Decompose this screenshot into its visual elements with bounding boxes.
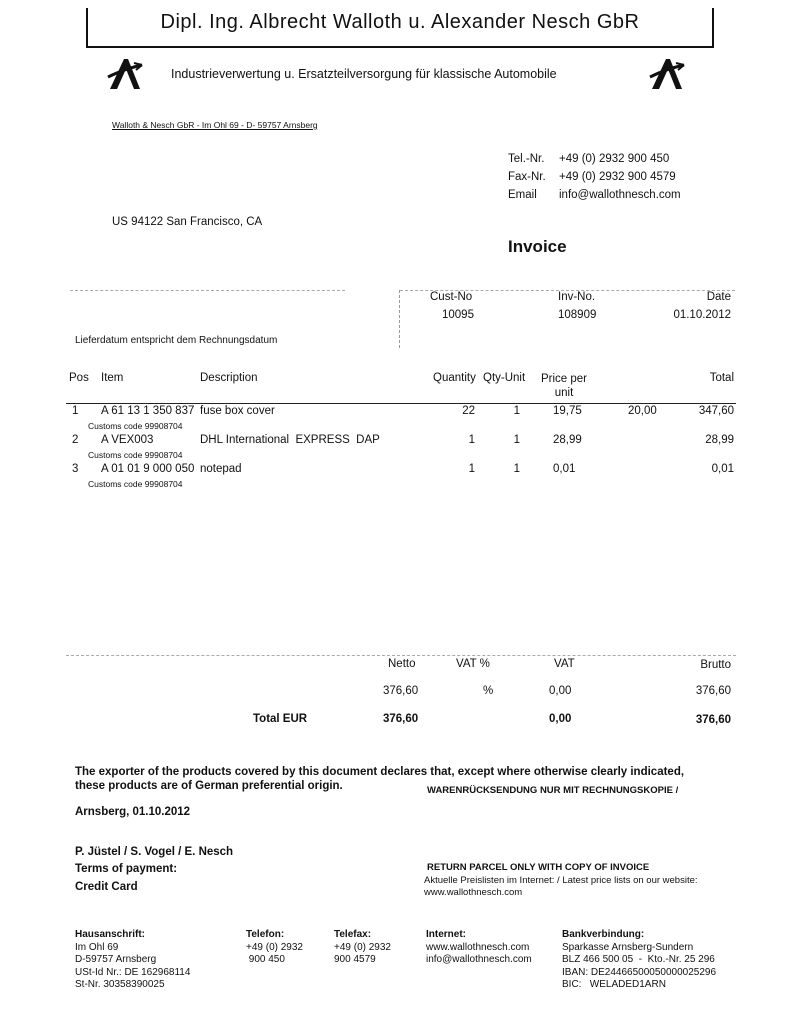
footer-address-line: Im Ohl 69 <box>75 941 119 953</box>
footer-bank-line: Sparkasse Arnsberg-Sundern <box>562 941 694 953</box>
row-qty-unit: 1 <box>513 434 520 446</box>
footer-bank-title: Bankverbindung: <box>562 929 645 940</box>
price-list-website: www.wallothnesch.com <box>424 887 523 898</box>
row-total: 347,60 <box>698 405 734 417</box>
row-description: fuse box cover <box>200 405 275 417</box>
footer-bank-line: BIC: WELADED1ARN <box>562 979 666 990</box>
footer-address-line: D-59757 Arnsberg <box>75 954 157 965</box>
row-quantity: 1 <box>468 434 475 446</box>
date-label: Date <box>706 291 731 303</box>
footer-fax <box>334 929 391 967</box>
row-customs-code: Customs code 99908704 <box>88 450 183 460</box>
inv-no-label: Inv-No. <box>558 291 596 303</box>
recipient-address: US 94122 San Francisco, CA <box>112 216 263 228</box>
company-logo-icon <box>106 55 146 91</box>
footer-bank-line: IBAN: DE24466500050000025296 <box>562 966 717 978</box>
col-header-price-line2: unit <box>554 387 574 399</box>
row-qty-unit: 1 <box>513 463 520 475</box>
col-header-price <box>534 372 594 400</box>
tel-label: Tel.-Nr. <box>508 153 545 165</box>
total-netto-value: 376,60 <box>383 713 419 725</box>
row-item: A 01 01 9 000 050 <box>101 463 195 475</box>
footer-internet-title: Internet: <box>426 929 466 940</box>
row-total: 28,99 <box>705 434 734 446</box>
inv-no-value: 108909 <box>558 309 597 321</box>
row-quantity: 22 <box>462 405 475 417</box>
document-title: Invoice <box>508 237 567 256</box>
row-description: DHL International EXPRESS DAP <box>200 434 380 446</box>
col-header-pos: Pos <box>69 372 89 384</box>
footer-phone-line: +49 (0) 2932 <box>246 941 303 953</box>
footer-address <box>75 929 190 992</box>
col-header-qty-unit: Qty-Unit <box>483 372 526 384</box>
vat-label: VAT <box>554 658 575 670</box>
footer-fax-line: +49 (0) 2932 <box>334 941 391 953</box>
delivery-note: Lieferdatum entspricht dem Rechnungsdatum <box>75 335 278 346</box>
fax-value: +49 (0) 2932 900 4579 <box>559 171 676 183</box>
date-value: 01.10.2012 <box>673 309 731 321</box>
origin-declaration-line1: The exporter of the products covered by this document declares that, except where otherwise clearly indicated, <box>75 766 685 778</box>
total-brutto-value: 376,60 <box>695 714 731 726</box>
brutto-value: 376,60 <box>695 685 731 697</box>
footer-website-link[interactable]: www.wallothnesch.com <box>426 941 530 953</box>
row-extra-value: 20,00 <box>628 405 657 417</box>
email-label: Email <box>508 189 537 201</box>
row-quantity: 1 <box>468 463 475 475</box>
fax-label: Fax-Nr. <box>508 171 546 183</box>
footer-address-line: USt-Id Nr.: DE 162968114 <box>75 966 191 978</box>
col-header-quantity: Quantity <box>433 372 476 384</box>
sender-address-line: Walloth & Nesch GbR - Im Ohl 69 - D- 59757 Arnsberg <box>112 120 318 130</box>
col-header-total: Total <box>709 372 734 384</box>
col-header-item: Item <box>101 372 124 384</box>
cust-no-value: 10095 <box>442 309 474 321</box>
row-price: 28,99 <box>553 434 582 446</box>
footer-fax-line: 900 4579 <box>334 954 376 965</box>
row-item: A VEX003 <box>101 434 154 446</box>
row-item: A 61 13 1 350 837 <box>101 405 195 417</box>
row-customs-code: Customs code 99908704 <box>88 479 183 489</box>
price-list-note: Aktuelle Preislisten im Internet: / Latest price lists on our website: <box>424 875 698 886</box>
footer-fax-title: Telefax: <box>334 929 372 940</box>
row-qty-unit: 1 <box>513 405 520 417</box>
signatories: P. Jüstel / S. Vogel / E. Nesch <box>75 846 234 858</box>
col-header-description: Description <box>200 372 258 384</box>
footer-internet <box>426 929 532 967</box>
col-header-price-line1: Price per <box>540 373 588 385</box>
footer-phone <box>246 929 303 967</box>
row-pos: 1 <box>72 405 79 417</box>
netto-value: 376,60 <box>383 685 419 697</box>
row-customs-code: Customs code 99908704 <box>88 421 183 431</box>
footer-phone-title: Telefon: <box>246 929 285 940</box>
cust-no-label: Cust-No <box>430 291 473 303</box>
tel-value: +49 (0) 2932 900 450 <box>559 153 670 165</box>
vat-value: 0,00 <box>549 685 572 697</box>
row-total: 0,01 <box>711 463 734 475</box>
footer-address-line: St-Nr. 30358390025 <box>75 979 165 990</box>
company-name: Dipl. Ing. Albrecht Walloth u. Alexander Nesch GbR <box>160 11 640 33</box>
total-vat-value: 0,00 <box>549 713 572 725</box>
items-header-rule <box>66 403 736 404</box>
company-tagline: Industrieverwertung u. Ersatzteilversorgung für klassische Automobile <box>171 67 557 81</box>
row-price: 19,75 <box>553 405 582 417</box>
email-value: info@wallothnesch.com <box>559 189 681 201</box>
totals-divider <box>66 655 736 656</box>
netto-label: Netto <box>388 658 416 670</box>
company-logo-icon-right <box>648 55 688 91</box>
total-eur-label: Total EUR <box>253 713 308 725</box>
row-pos: 3 <box>72 463 79 475</box>
vat-percent-value: % <box>483 685 494 697</box>
terms-of-payment-label: Terms of payment: <box>75 863 178 875</box>
footer-bank-line: BLZ 466 500 05 - Kto.-Nr. 25 296 <box>562 954 715 965</box>
vat-percent-label: VAT % <box>456 658 490 670</box>
return-note-german: WARENRÜCKSENDUNG NUR MIT RECHNUNGSKOPIE / <box>427 785 679 796</box>
footer-bank <box>562 929 716 992</box>
row-price: 0,01 <box>553 463 576 475</box>
footer-email-link[interactable]: info@wallothnesch.com <box>426 954 532 965</box>
row-pos: 2 <box>72 434 79 446</box>
footer-address-title: Hausanschrift: <box>75 929 146 940</box>
place-date: Arnsberg, 01.10.2012 <box>75 806 191 818</box>
letterhead-frame <box>86 8 714 48</box>
footer-phone-line: 900 450 <box>246 954 285 965</box>
origin-declaration-line2: these products are of German preferential origin. <box>75 780 343 792</box>
return-note-english: RETURN PARCEL ONLY WITH COPY OF INVOICE <box>427 862 650 873</box>
terms-of-payment-value: Credit Card <box>75 881 138 893</box>
brutto-label: Brutto <box>700 659 731 671</box>
row-description: notepad <box>200 463 242 475</box>
